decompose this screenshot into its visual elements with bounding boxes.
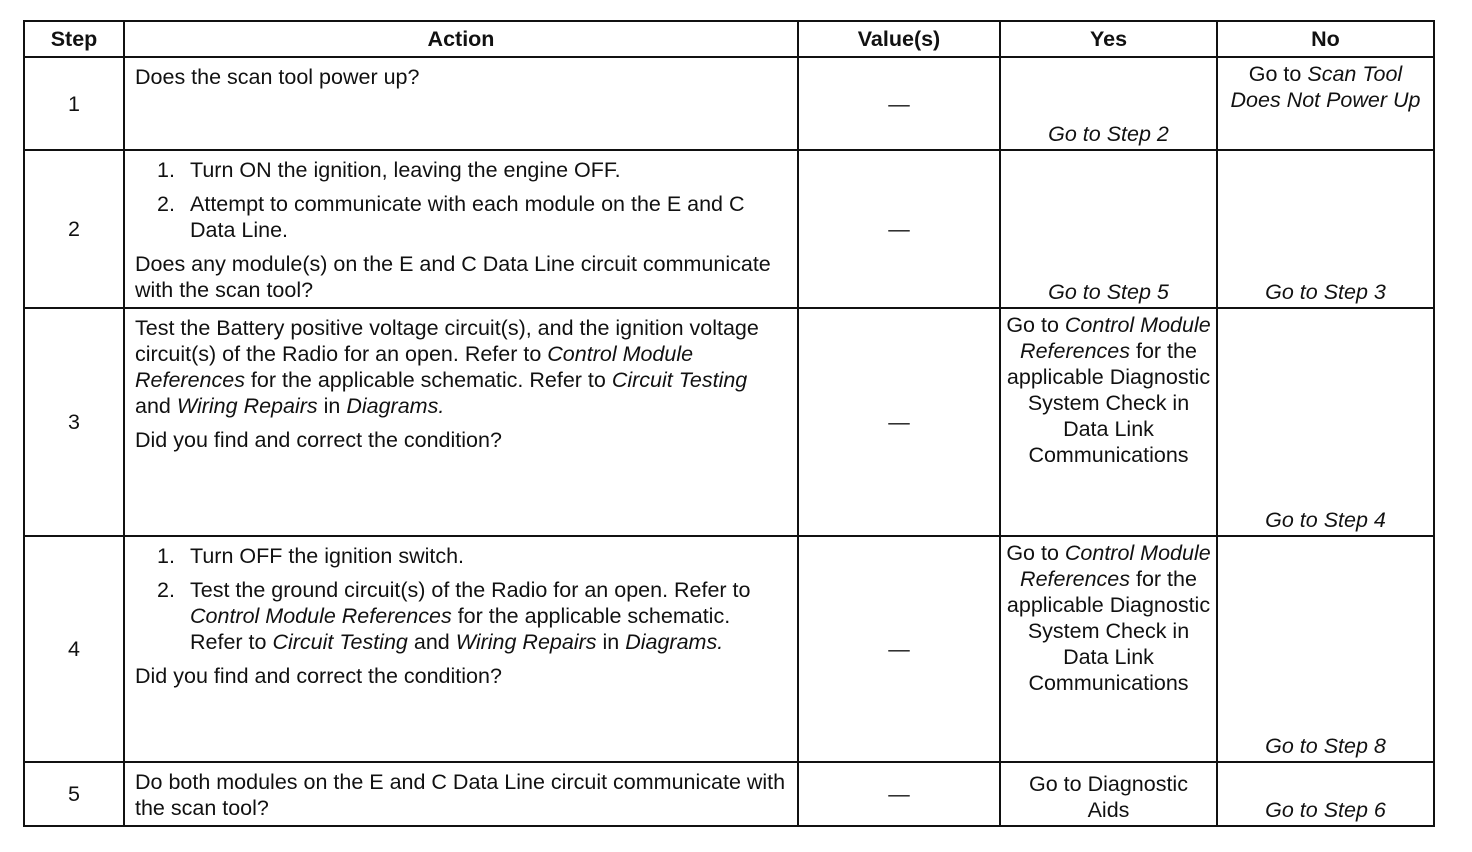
- action-steps: [157, 157, 787, 243]
- instruction-text: Test the ground circuit(s) of the Radio for an open. Refer to: [190, 578, 751, 602]
- table-row: [24, 150, 1434, 308]
- step-number: 4: [24, 536, 124, 762]
- no-reference: Scan Tool Does Not Power Up: [1230, 62, 1421, 112]
- yes-cell: Go to Diagnostic Aids: [1000, 762, 1217, 826]
- yes-reference: Control Module References: [1020, 541, 1211, 591]
- action-cell: [124, 762, 798, 826]
- yes-reference: Control Module References: [1020, 313, 1211, 363]
- instruction-text: and: [135, 394, 177, 418]
- instruction-text: in: [317, 394, 347, 418]
- diagnostic-table: [23, 20, 1435, 827]
- yes-cell: Go to Step 5: [1000, 150, 1217, 308]
- yes-cell: Go to Step 2: [1000, 57, 1217, 150]
- instruction-text: for the applicable schematic. Refer to: [190, 604, 731, 654]
- yes-suffix: for the applicable Diagnostic System Check in Data Link Communications: [1006, 567, 1211, 695]
- no-cell: Go to Step 4: [1217, 308, 1434, 536]
- yes-prefix: Go to: [1006, 541, 1065, 565]
- table-row: [24, 536, 1434, 762]
- action-question: Did you find and correct the condition?: [135, 428, 502, 452]
- no-cell: Go to Step 3: [1217, 150, 1434, 308]
- action-cell: [124, 308, 798, 536]
- reference-link-text: Control Module References: [190, 604, 452, 628]
- list-item: [157, 191, 787, 243]
- header-action: Action: [124, 21, 798, 57]
- reference-link-text: Diagrams.: [625, 630, 724, 654]
- action-cell: [124, 150, 798, 308]
- reference-link-text: Wiring Repairs: [455, 630, 597, 654]
- step-number: 2: [24, 150, 124, 308]
- list-text: [190, 577, 787, 655]
- list-number: 2.: [157, 192, 175, 216]
- list-number: 2.: [157, 578, 175, 602]
- header-row: [24, 21, 1434, 57]
- list-item: [157, 157, 787, 183]
- action-cell: [124, 536, 798, 762]
- table-row: [24, 57, 1434, 150]
- value-cell: —: [798, 762, 1000, 826]
- header-no: No: [1217, 21, 1434, 57]
- step-number: 5: [24, 762, 124, 826]
- action-steps: [157, 543, 787, 655]
- no-cell: Go to Step 8: [1217, 536, 1434, 762]
- instruction-text: Test the Battery positive voltage circuit(s), and the ignition voltage circuit(s) of the Radio for an open. Refer to: [135, 316, 759, 366]
- reference-link-text: Circuit Testing: [611, 368, 748, 392]
- list-text: Turn ON the ignition, leaving the engine OFF.: [190, 158, 621, 182]
- action-question: Do both modules on the E and C Data Line circuit communicate with the scan tool?: [135, 770, 786, 820]
- table-row: [24, 762, 1434, 826]
- reference-link-text: Control Module References: [135, 342, 694, 392]
- instruction-text: in: [596, 630, 626, 654]
- yes-cell: [1000, 536, 1217, 762]
- reference-link-text: Wiring Repairs: [176, 394, 318, 418]
- list-text: Attempt to communicate with each module on the E and C Data Line.: [190, 192, 745, 242]
- list-number: 1.: [157, 158, 175, 182]
- yes-suffix: for the applicable Diagnostic System Check in Data Link Communications: [1006, 339, 1211, 467]
- action-cell: [124, 57, 798, 150]
- list-item: [157, 543, 787, 569]
- action-instruction: [135, 315, 787, 419]
- yes-prefix: Go to: [1006, 313, 1065, 337]
- list-item: [157, 577, 787, 655]
- action-question: Does any module(s) on the E and C Data Line circuit communicate with the scan tool?: [135, 252, 771, 302]
- step-number: 1: [24, 57, 124, 150]
- no-cell: Go to Step 6: [1217, 762, 1434, 826]
- no-cell: [1217, 57, 1434, 150]
- table-row: [24, 308, 1434, 536]
- header-yes: Yes: [1000, 21, 1217, 57]
- value-cell: —: [798, 536, 1000, 762]
- reference-link-text: Circuit Testing: [272, 630, 408, 654]
- list-text: Turn OFF the ignition switch.: [190, 544, 465, 568]
- value-cell: —: [798, 308, 1000, 536]
- yes-cell: [1000, 308, 1217, 536]
- action-question: Does the scan tool power up?: [135, 65, 420, 89]
- step-number: 3: [24, 308, 124, 536]
- no-prefix: Go to: [1248, 62, 1302, 86]
- header-step: Step: [24, 21, 124, 57]
- header-values: Value(s): [798, 21, 1000, 57]
- value-cell: —: [798, 57, 1000, 150]
- list-number: 1.: [157, 544, 175, 568]
- instruction-text: and: [407, 630, 456, 654]
- instruction-text: for the applicable schematic. Refer to: [244, 368, 612, 392]
- reference-link-text: Diagrams.: [346, 394, 445, 418]
- action-question: Did you find and correct the condition?: [135, 664, 502, 688]
- value-cell: —: [798, 150, 1000, 308]
